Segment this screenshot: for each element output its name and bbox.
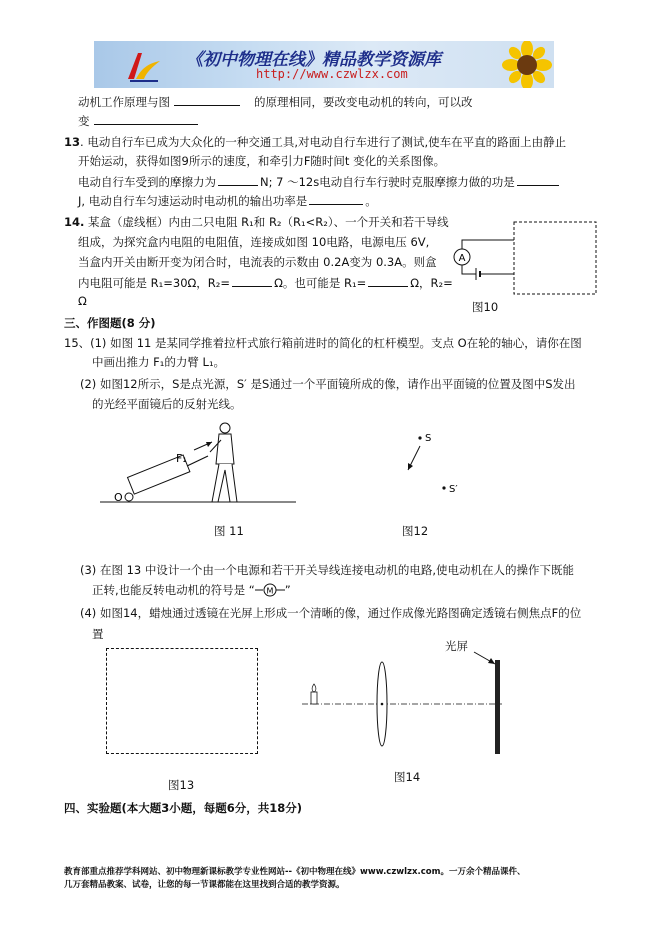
ammeter-symbol: A bbox=[458, 253, 466, 264]
footer-line1: 教育部重点推荐学科网站、初中物理新课标教学专业性网站--《初中物理在线》www.czwlzx.com。一万余个精品课件、 bbox=[64, 867, 526, 877]
person-icon bbox=[210, 423, 237, 502]
figure-13-drawing-area[interactable] bbox=[106, 648, 258, 754]
force-label: F₁ bbox=[176, 452, 187, 465]
handle-rod bbox=[187, 456, 208, 466]
section-4-title: 四、实验题(本大题3小题，每题6分，共18分) bbox=[64, 801, 303, 815]
candle-icon bbox=[311, 692, 317, 704]
q13-line3: 电动自行车受到的摩擦力为 N; 7 ～12s电动自行车行驶时克服摩擦力做的功是 bbox=[78, 174, 559, 189]
figure-10-circuit bbox=[448, 218, 600, 298]
q15-p1-line2: 中画出推力 F₁的力臂 L₁。 bbox=[92, 355, 226, 369]
figure-14-lens bbox=[296, 636, 518, 764]
figure-10-caption: 图10 bbox=[472, 300, 499, 314]
blank-fill[interactable] bbox=[174, 94, 240, 106]
q14-line4: 内电阻可能是 R₁=30Ω，R₂= Ω。也可能是 R₁= Ω，R₂= bbox=[78, 276, 453, 290]
figure-12-mirror bbox=[398, 428, 478, 500]
figure-12-caption: 图12 bbox=[402, 524, 429, 538]
q13-line2: 开始运动，获得如图9所示的速度，和牵引力F随时间t 变化的关系图像。 bbox=[78, 154, 446, 168]
site-logo-icon bbox=[124, 45, 164, 85]
q15-p1-line1: 15、(1) 如图 11 是某同学推着拉杆式旅行箱前进时的简化的杠杆模型。支点 O在轮的轴心，请你在图 bbox=[64, 336, 582, 350]
figure-13-caption: 图13 bbox=[168, 778, 195, 792]
q14-line5: Ω bbox=[78, 294, 87, 308]
q15-p4-line1: (4) 如图14，蜡烛通过透镜在光屏上形成一个清晰的像，通过作成像光路图确定透镜右侧焦点F的位 bbox=[80, 606, 582, 620]
q14-line3: 当盒内开关由断开变为闭合时，电流表的示数由 0.2A变为 0.3A。则盒 bbox=[78, 255, 437, 269]
header-banner bbox=[94, 41, 554, 88]
svg-text:M: M bbox=[266, 586, 274, 596]
q15-p2-line1: (2) 如图12所示，S是点光源，S′ 是S通过一个平面镜所成的像，请作出平面镜的位置及图中S发出 bbox=[80, 377, 576, 391]
figure-11-luggage bbox=[100, 418, 300, 506]
s-label: S bbox=[425, 433, 432, 444]
light-source-s bbox=[418, 436, 421, 439]
blank-fill[interactable] bbox=[517, 174, 559, 186]
q15-p3-line2: 正转,也能反转电动机的符号是 “ M ” bbox=[92, 583, 291, 597]
sunflower-icon bbox=[499, 41, 554, 88]
banner-url[interactable]: http://www.czwlzx.com bbox=[256, 67, 408, 81]
motor-symbol-icon bbox=[255, 583, 285, 597]
light-screen-icon bbox=[495, 660, 500, 754]
figure-14-caption: 图14 bbox=[394, 770, 421, 784]
blank-fill[interactable] bbox=[309, 193, 363, 205]
footer-line2: 几万套精品教案、试卷，让您的每一节课都能在这里找到合适的教学资源。 bbox=[64, 880, 345, 890]
q13-line4: J, 电动自行车匀速运动时电动机的输出功率是 。 bbox=[78, 194, 377, 208]
blank-fill[interactable] bbox=[232, 275, 272, 287]
q15-p4-line2: 置 bbox=[92, 627, 104, 641]
q14-line2: 组成，为探究盒内电阻的电阻值，连接成如图 10电路，电源电压 6V, bbox=[78, 235, 430, 249]
mystery-box bbox=[514, 222, 596, 294]
figure-11-caption: 图 11 bbox=[214, 524, 244, 538]
blank-fill[interactable] bbox=[94, 113, 198, 125]
q15-p2-line2: 的光经平面镜后的反射光线。 bbox=[92, 397, 242, 411]
blank-fill[interactable] bbox=[218, 174, 258, 186]
section-3-title: 三、作图题(8 分) bbox=[64, 316, 156, 330]
banner-title: 《初中物理在线》精品教学资源库 bbox=[186, 50, 441, 70]
q13-line1: 13. 电动自行车已成为大众化的一种交通工具,对电动自行车进行了测试,使车在平直的路面上由静止 bbox=[64, 135, 567, 149]
q12-line2: 变 bbox=[78, 113, 198, 128]
q12-line1: 动机工作原理与图 的原理相同，要改变电动机的转向，可以改 bbox=[78, 95, 473, 109]
image-point-s-prime bbox=[442, 486, 445, 489]
screen-label: 光屏 bbox=[445, 639, 468, 653]
blank-fill[interactable] bbox=[368, 275, 408, 287]
pivot-label: O bbox=[114, 491, 123, 504]
wheel-icon bbox=[125, 493, 133, 501]
q14-line1: 14. 某盒（虚线框）内由二只电阻 R₁和 R₂（R₁<R₂）、一个开关和若干导线 bbox=[64, 215, 449, 229]
q15-p3-line1: (3) 在图 13 中设计一个由一个电源和若干开关导线连接电动机的电路,使电动机在人的操作下既能 bbox=[80, 563, 575, 577]
s-prime-label: S′ bbox=[449, 484, 458, 495]
